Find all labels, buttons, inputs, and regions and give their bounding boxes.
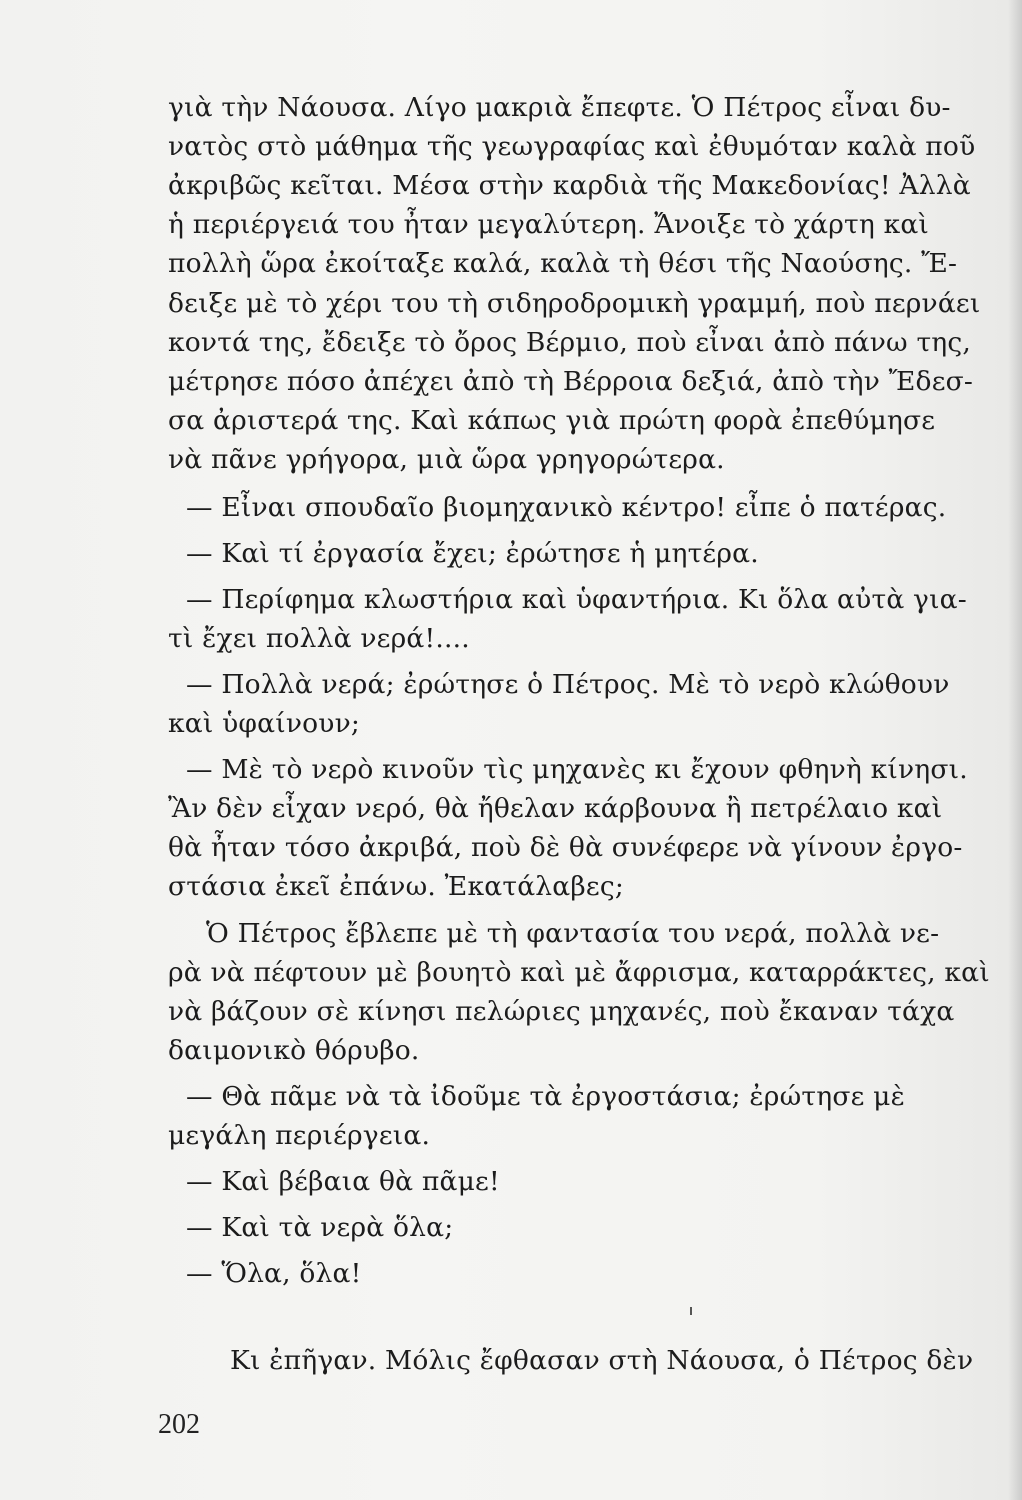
text-line: καὶ ὑφαίνουν; <box>168 708 361 739</box>
text-line: θὰ ἦταν τόσο ἀκριβά, ποὺ δὲ θὰ συνέφερε νὰ γίνουν ἐργο- <box>168 832 963 863</box>
dialogue-line: — Μὲ τὸ νερὸ κινοῦν τὶς μηχανὲς κι ἔχουν φθηνὴ κίνησι. <box>186 754 968 785</box>
text-line: μέτρησε πόσο ἀπέχει ἀπὸ τὴ Βέρροια δεξιά, ἀπὸ τὴν Ἔδεσ- <box>168 366 974 397</box>
text-line: σα ἀριστερά της. Καὶ κάπως γιὰ πρώτη φορὰ ἐπεθύμησε <box>168 405 936 436</box>
text-line: μεγάλη περιέργεια. <box>168 1120 431 1151</box>
text-line: Ἂν δὲν εἶχαν νερό, θὰ ἤθελαν κάρβουνα ἢ πετρέλαιο καὶ <box>168 793 943 824</box>
text-line: δαιμονικὸ θόρυβο. <box>168 1035 420 1066</box>
dialogue-line: — Εἶναι σπουδαῖο βιομηχανικὸ κέντρο! εἶπε ὁ πατέρας. <box>186 492 947 523</box>
text-line: στάσια ἐκεῖ ἐπάνω. Ἐκατάλαβες; <box>168 871 624 902</box>
text-line: ρὰ νὰ πέφτουν μὲ βουητὸ καὶ μὲ ἄφρισμα, καταρράκτες, καὶ <box>168 957 990 988</box>
text-line: ἡ περιέργειά του ἦταν μεγαλύτερη. Ἄνοιξε τὸ χάρτη καὶ <box>168 209 930 240</box>
ink-speck <box>690 1307 692 1315</box>
text-line: ἀκριβῶς κεῖται. Μέσα στὴν καρδιὰ τῆς Μακεδονίας! Ἀλλὰ <box>168 170 971 201</box>
text-line: κοντά της, ἔδειξε τὸ ὄρος Βέρμιο, ποὺ εἶναι ἀπὸ πάνω της, <box>168 327 972 358</box>
paragraph-start-line: Κι ἐπῆγαν. Μόλις ἔφθασαν στὴ Νάουσα, ὁ Πέτρος δὲν <box>230 1345 974 1376</box>
dialogue-line: — Ὅλα, ὅλα! <box>186 1258 362 1289</box>
text-line: δειξε μὲ τὸ χέρι του τὴ σιδηροδρομικὴ γραμμή, ποὺ περνάει <box>168 288 981 319</box>
text-line: νατὸς στὸ μάθημα τῆς γεωγραφίας καὶ ἐθυμόταν καλὰ ποῦ <box>168 131 976 162</box>
text-line: νὰ βάζουν σὲ κίνησι πελώριες μηχανές, ποὺ ἔκαναν τάχα <box>168 996 955 1027</box>
text-line: πολλὴ ὥρα ἐκοίταξε καλά, καλὰ τὴ θέσι τῆς Ναούσης. Ἔ- <box>168 248 958 279</box>
text-line: νὰ πᾶνε γρήγορα, μιὰ ὥρα γρηγορώτερα. <box>168 444 725 475</box>
dialogue-line: — Θὰ πᾶμε νὰ τὰ ἰδοῦμε τὰ ἐργοστάσια; ἐρώτησε μὲ <box>186 1081 906 1112</box>
dialogue-line: — Καὶ τί ἐργασία ἔχει; ἐρώτησε ἡ μητέρα. <box>186 538 759 569</box>
page-number: 202 <box>158 1409 200 1440</box>
dialogue-line: — Πολλὰ νερά; ἐρώτησε ὁ Πέτρος. Μὲ τὸ νερὸ κλώθουν <box>186 669 950 700</box>
text-line: τὶ ἔχει πολλὰ νερά!.... <box>168 623 470 654</box>
text-line: γιὰ τὴν Νάουσα. Λίγο μακριὰ ἔπεφτε. Ὁ Πέτρος εἶναι δυ- <box>168 92 951 123</box>
dialogue-line: — Περίφημα κλωστήρια καὶ ὑφαντήρια. Κι ὅλα αὐτὰ για- <box>186 584 967 615</box>
paragraph-start-line: Ὁ Πέτρος ἔβλεπε μὲ τὴ φαντασία του νερά, πολλὰ νε- <box>206 918 940 949</box>
page-edge-shadow <box>1008 0 1022 1500</box>
dialogue-line: — Καὶ βέβαια θὰ πᾶμε! <box>186 1166 500 1197</box>
dialogue-line: — Καὶ τὰ νερὰ ὅλα; <box>186 1212 454 1243</box>
